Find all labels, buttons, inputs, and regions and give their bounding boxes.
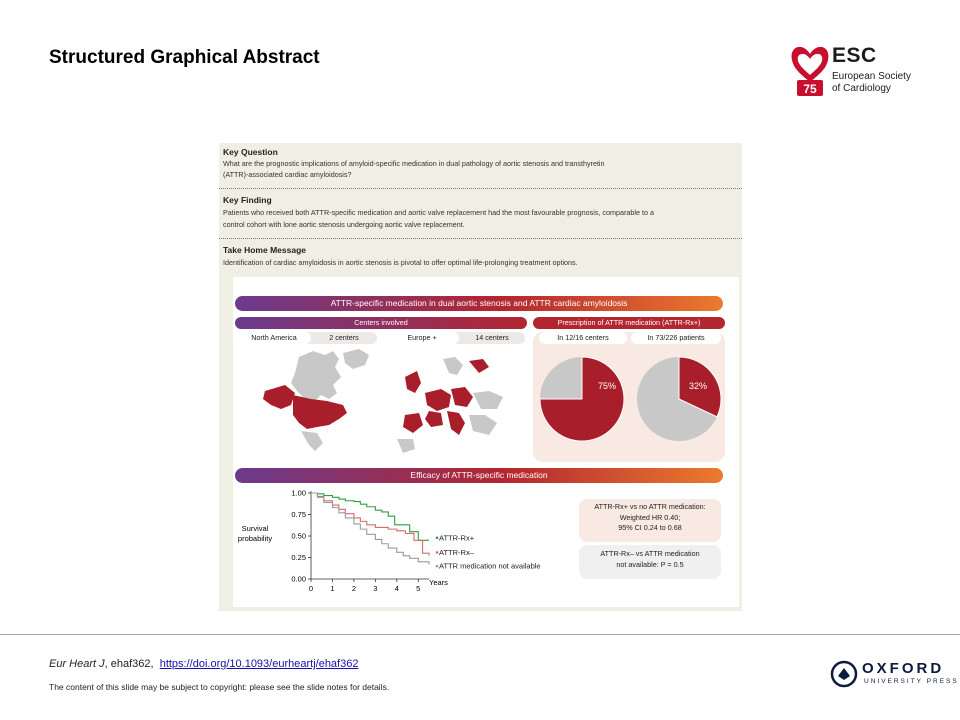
key-question-heading: Key Question [223, 147, 278, 157]
y-axis-label-line1: Survival [241, 524, 269, 533]
publisher-name: OXFORD [862, 660, 945, 677]
key-finding-line1: Patients who received both ATTR-specific medication and aortic valve replacement had the most favourable prognosis, comparable to a [223, 208, 654, 217]
p-stat-box [579, 545, 721, 579]
footer-divider [0, 634, 960, 635]
x-axis-label: Years [429, 578, 448, 587]
legend-label-1: ATTR-Rx– [439, 547, 474, 557]
divider [219, 188, 742, 189]
p-line2: not available: P = 0.5 [616, 559, 684, 569]
hr-stat-box [579, 499, 721, 542]
y-tick-label: 0.00 [291, 574, 306, 584]
y-tick-label: 0.25 [291, 553, 306, 562]
key-finding-line2: control cohort with lone aortic stenosis undergoing aortic valve replacement. [223, 220, 465, 229]
x-tick-label: 1 [330, 584, 335, 593]
efficacy-banner: Efficacy of ATTR-specific medication [235, 468, 723, 483]
esc-name: ESC [832, 44, 877, 67]
eu-count: 14 centers [475, 333, 509, 342]
esc-anniversary: 75 [803, 82, 817, 96]
centers-bar: Centers involved [235, 317, 527, 329]
rx-pie-right [635, 355, 723, 443]
north-america-map [241, 347, 391, 459]
key-question-line2: (ATTR)-associated cardiac amyloidosis? [223, 170, 352, 179]
na-count: 2 centers [329, 333, 359, 342]
x-tick-label: 4 [394, 584, 399, 593]
pie-left-label: 75% [598, 381, 617, 391]
prescription-bar: Prescription of ATTR medication (ATTR-Rx+) [533, 317, 725, 329]
oxford-crest-icon [830, 660, 858, 688]
journal-name: Eur Heart J [49, 658, 105, 670]
take-home-heading: Take Home Message [223, 245, 306, 255]
x-tick-label: 2 [351, 584, 356, 593]
rx-pie-left [538, 355, 626, 443]
slide-title: Structured Graphical Abstract [49, 47, 320, 68]
figure-panel [233, 277, 739, 607]
key-question-line1: What are the prognostic implications of amyloid-specific medication in dual pathology of aortic stenosis and transthyretin [223, 159, 605, 168]
hr-line3: 95% CI 0.24 to 0.68 [618, 523, 682, 532]
na-pill [237, 332, 377, 344]
rx-left-caption: In 12/16 centers [539, 332, 627, 344]
x-tick-label: 3 [373, 584, 378, 593]
publisher-subtitle: UNIVERSITY PRESS [864, 678, 959, 685]
na-label: North America [237, 332, 311, 344]
legend-marker-0 [436, 537, 439, 540]
esc-subtitle-line2: of Cardiology [832, 83, 891, 94]
series-line-2 [311, 493, 429, 564]
legend-label-0: ATTR-Rx+ [439, 533, 475, 543]
legend-label-2: ATTR medication not available [439, 561, 541, 571]
doi-link[interactable]: https://doi.org/10.1093/eurheartj/ehaf362 [159, 658, 359, 670]
y-tick-label: 1.00 [291, 488, 306, 498]
citation [49, 658, 358, 670]
survival-chart [233, 485, 563, 597]
eu-label: Europe + [385, 332, 459, 344]
x-tick-label: 5 [416, 584, 421, 593]
legend-marker-1 [436, 551, 439, 554]
copyright-note: The content of this slide may be subject to copyright: please see the slide notes for details. [49, 682, 390, 692]
main-banner: ATTR-specific medication in dual aortic stenosis and ATTR cardiac amyloidosis [235, 296, 723, 311]
take-home-line1: Identification of cardiac amyloidosis in aortic stenosis is pivotal to offer optimal life-prolonging treatment options. [223, 258, 578, 267]
rx-right-caption: In 73/226 patients [631, 332, 721, 344]
divider [219, 238, 742, 239]
hr-line2: Weighted HR 0.40; [619, 512, 681, 522]
x-tick-label: 0 [308, 584, 314, 593]
hr-line1: ATTR-Rx+ vs no ATTR medication: [594, 502, 706, 511]
pie-right-label: 32% [689, 381, 708, 391]
eu-pill [385, 332, 525, 344]
y-tick-label: 0.75 [291, 510, 306, 519]
legend-marker-2 [436, 565, 439, 568]
p-line1: ATTR-Rx– vs ATTR medication [600, 549, 700, 558]
esc-subtitle-line1: European Society [832, 71, 911, 82]
y-tick-label: 0.50 [291, 531, 306, 541]
article-id: , ehaf362, [104, 658, 154, 670]
key-finding-heading: Key Finding [223, 195, 272, 205]
y-axis-label-line2: probability [237, 534, 273, 543]
esc-heart-logo [789, 42, 831, 100]
europe-map [385, 353, 515, 465]
